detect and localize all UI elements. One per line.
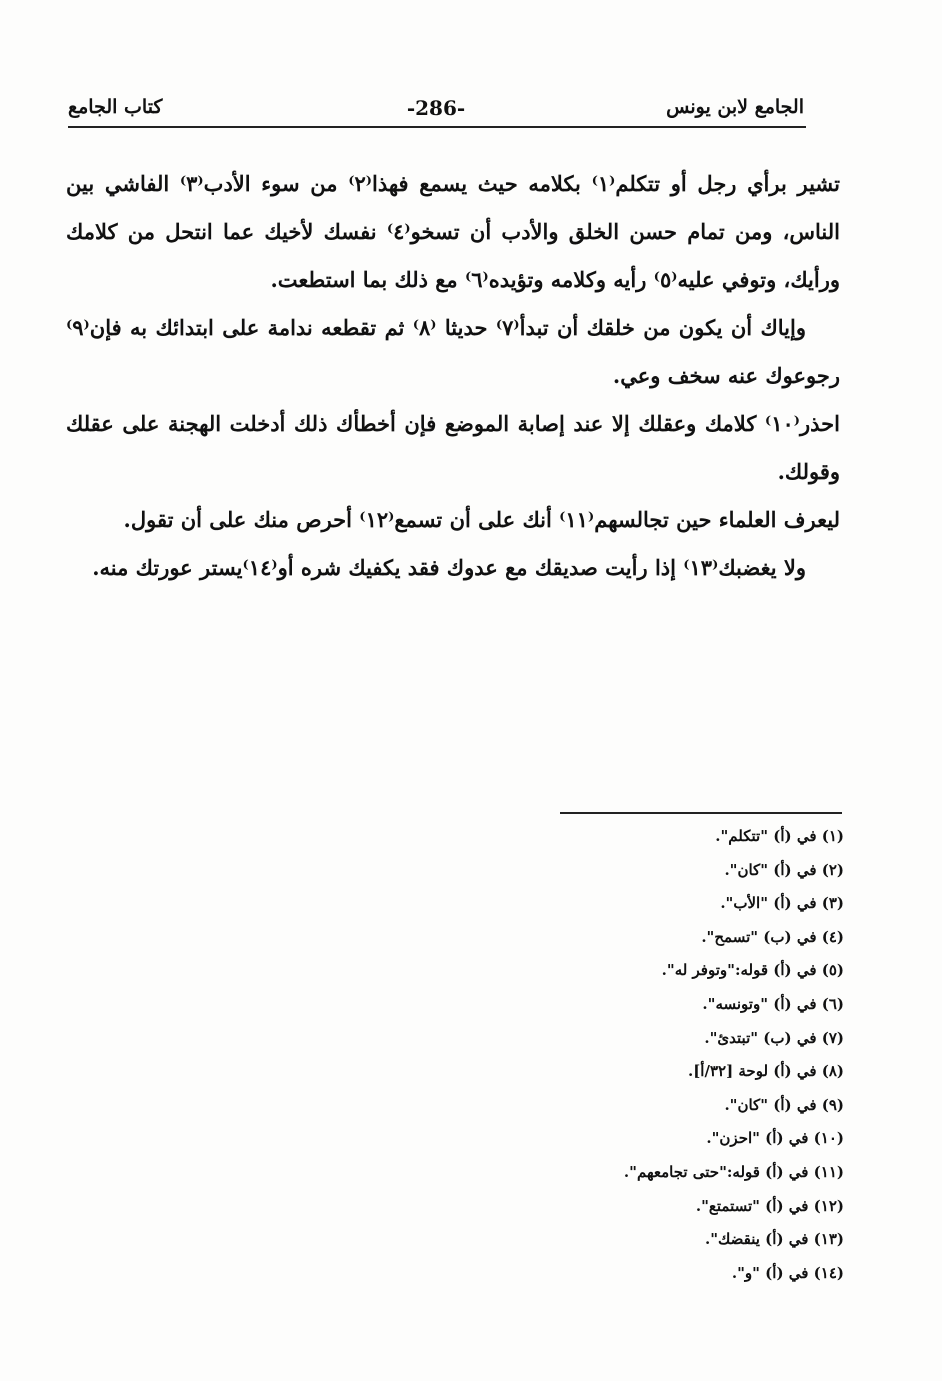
footnotes <box>344 820 844 1290</box>
header-book-title: الجامع لابن يونس <box>666 96 804 118</box>
paragraph: ولا يغضبك⁽١٣⁾ إذا رأيت صديقك مع عدوك فقد يكفيك شره أو⁽١٤⁾يستر عورتك منه. <box>92 555 806 580</box>
footnote-item: (١٢) في (أ) "تستمتع". <box>695 1196 844 1215</box>
header-rule <box>68 126 806 128</box>
footnote-item: (٨) في (أ) لوحة [٣٢/أ]. <box>687 1062 844 1081</box>
paragraph: وإياك أن يكون من خلقك أن تبدأ⁽٧⁾ حديثا ⁽٨⁾ ثم تقطعه ندامة على ابتدائك به فإن⁽٩⁾ رجوعوك عنه سخف وعي. <box>66 315 840 388</box>
footnote-item: (٩) في (أ) "كان". <box>724 1095 844 1114</box>
footnote-item: (١٠) في (أ) "احزن". <box>706 1129 844 1148</box>
paragraph: احذر⁽١٠⁾ كلامك وعقلك إلا عند إصابة الموضع فإن أخطأك ذلك أدخلت الهجنة على عقلك وقولك. <box>66 411 840 484</box>
footnote-item: (٧) في (ب) "تبتدئ". <box>704 1028 844 1047</box>
footnote-item: (١) في (أ) "تتكلم". <box>715 827 844 845</box>
footnote-item: (١٤) في (أ) "و". <box>731 1263 844 1282</box>
footnote-item: (١٣) في (أ) ينقضك". <box>704 1230 844 1249</box>
paragraph: تشير برأي رجل أو تتكلم⁽١⁾ بكلامه حيث يسمع فهذا⁽٢⁾ من سوء الأدب⁽٣⁾ الفاشي بين الناس، ومن تمام حسن الخلق والأدب أن تسخو⁽٤⁾ نفسك لأخيك عما انتحل من كلامك ورأيك، وتوفي عليه⁽٥⁾ رأيه وكلامه وتؤيده⁽٦⁾ مع ذلك بما استطعت. <box>66 171 840 292</box>
paragraph: ليعرف العلماء حين تجالسهم⁽١١⁾ أنك على أن تسمع⁽١٢⁾ أحرص منك على أن تقول. <box>123 507 840 532</box>
footnote-item: (٦) في (أ) "وتونسه". <box>702 994 844 1013</box>
header-chapter-title: كتاب الجامع <box>68 96 163 118</box>
running-header <box>68 96 804 128</box>
footnote-item: (٤) في (ب) "تسمح". <box>701 927 844 946</box>
main-text <box>66 160 840 592</box>
footnote-item: (١١) في (أ) قوله:"حتى تجامعهم". <box>623 1162 844 1181</box>
footnote-item: (٣) في (أ) "الأب". <box>720 894 844 913</box>
footnote-item: (٥) في (أ) قوله:"وتوفر له". <box>661 961 844 980</box>
footnote-rule <box>560 812 842 814</box>
footnote-item: (٢) في (أ) "كان". <box>724 860 844 879</box>
page-number: -286- <box>406 96 466 120</box>
